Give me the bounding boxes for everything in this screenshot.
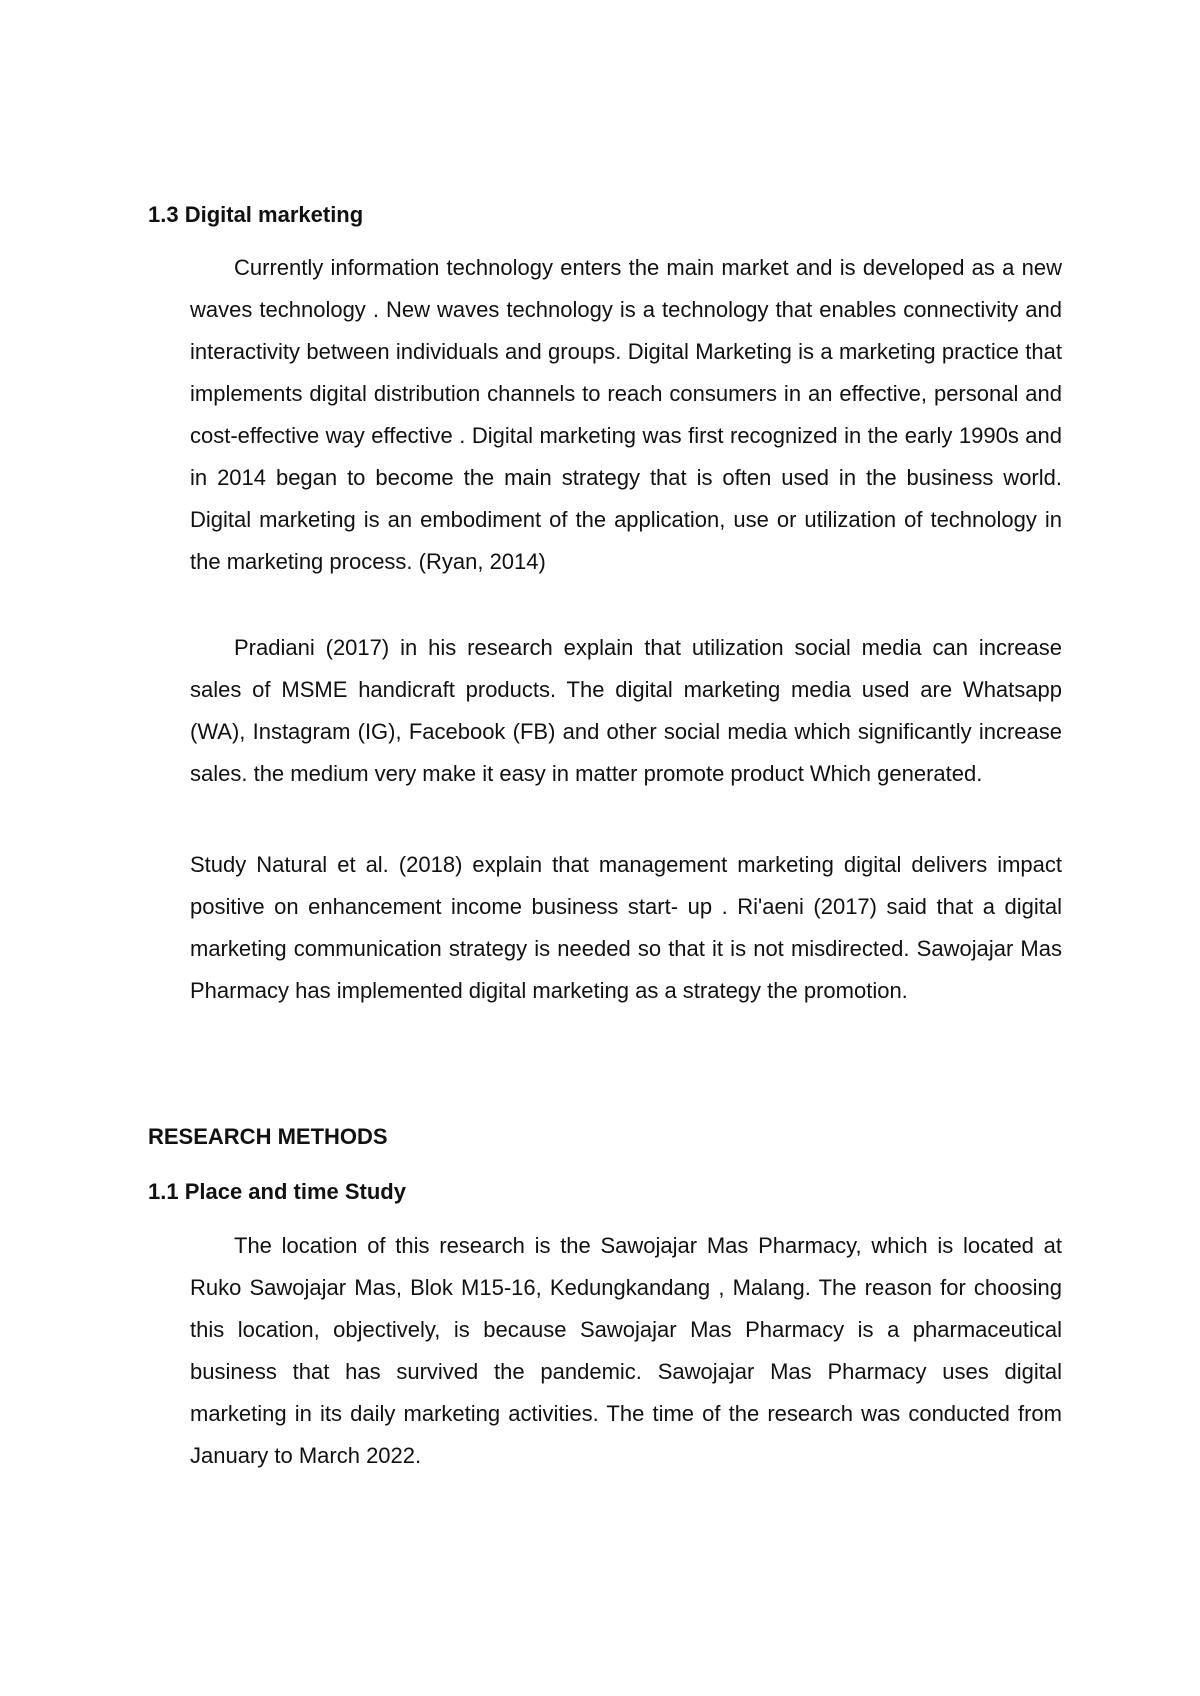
- subsection-heading-place-time: 1.1 Place and time Study: [148, 1179, 406, 1204]
- paragraph-digital-marketing-1: Currently information technology enters the main market and is developed as a new waves technology . New waves technology is a technology that enables connectivity and interactivity between individuals and groups. Digital Marketing is a marketing practice that implements digital distribution channels to reach consumers in an effective, personal and cost-effective way effective . Digital marketing was first recognized in the early 1990s and in 2014 began to become the main strategy that is often used in the business world. Digital marketing is an embodiment of the application, use or utilization of technology in the marketing process. (Ryan, 2014): [190, 255, 1062, 574]
- paragraph-place-time-1: The location of this research is the Sawojajar Mas Pharmacy, which is located at Ruko Sawojajar Mas, Blok M15-16, Kedungkandang , Malang. The reason for choosing this location, objectively, is because Sawojajar Mas Pharmacy is a pharmaceutical business that has survived the pandemic. Sawojajar Mas Pharmacy uses digital marketing in its daily marketing activities. The time of the research was conducted from January to March 2022.: [190, 1233, 1062, 1468]
- paragraph-digital-marketing-2: Pradiani (2017) in his research explain that utilization social media can increase sales of MSME handicraft products. The digital marketing media used are Whatsapp (WA), Instagram (IG), Facebook (FB) and other social media which significantly increase sales. the medium very make it easy in matter promote product Which generated.: [190, 635, 1062, 786]
- section-heading-research-methods: RESEARCH METHODS: [148, 1124, 388, 1149]
- paragraph-digital-marketing-3: Study Natural et al. (2018) explain that management marketing digital delivers impact positive on enhancement income business start- up . Ri'aeni (2017) said that a digital marketing communication strategy is needed so that it is not misdirected. Sawojajar Mas Pharmacy has implemented digital marketing as a strategy the promotion.: [190, 852, 1062, 1003]
- section-heading-digital-marketing: 1.3 Digital marketing: [148, 202, 364, 227]
